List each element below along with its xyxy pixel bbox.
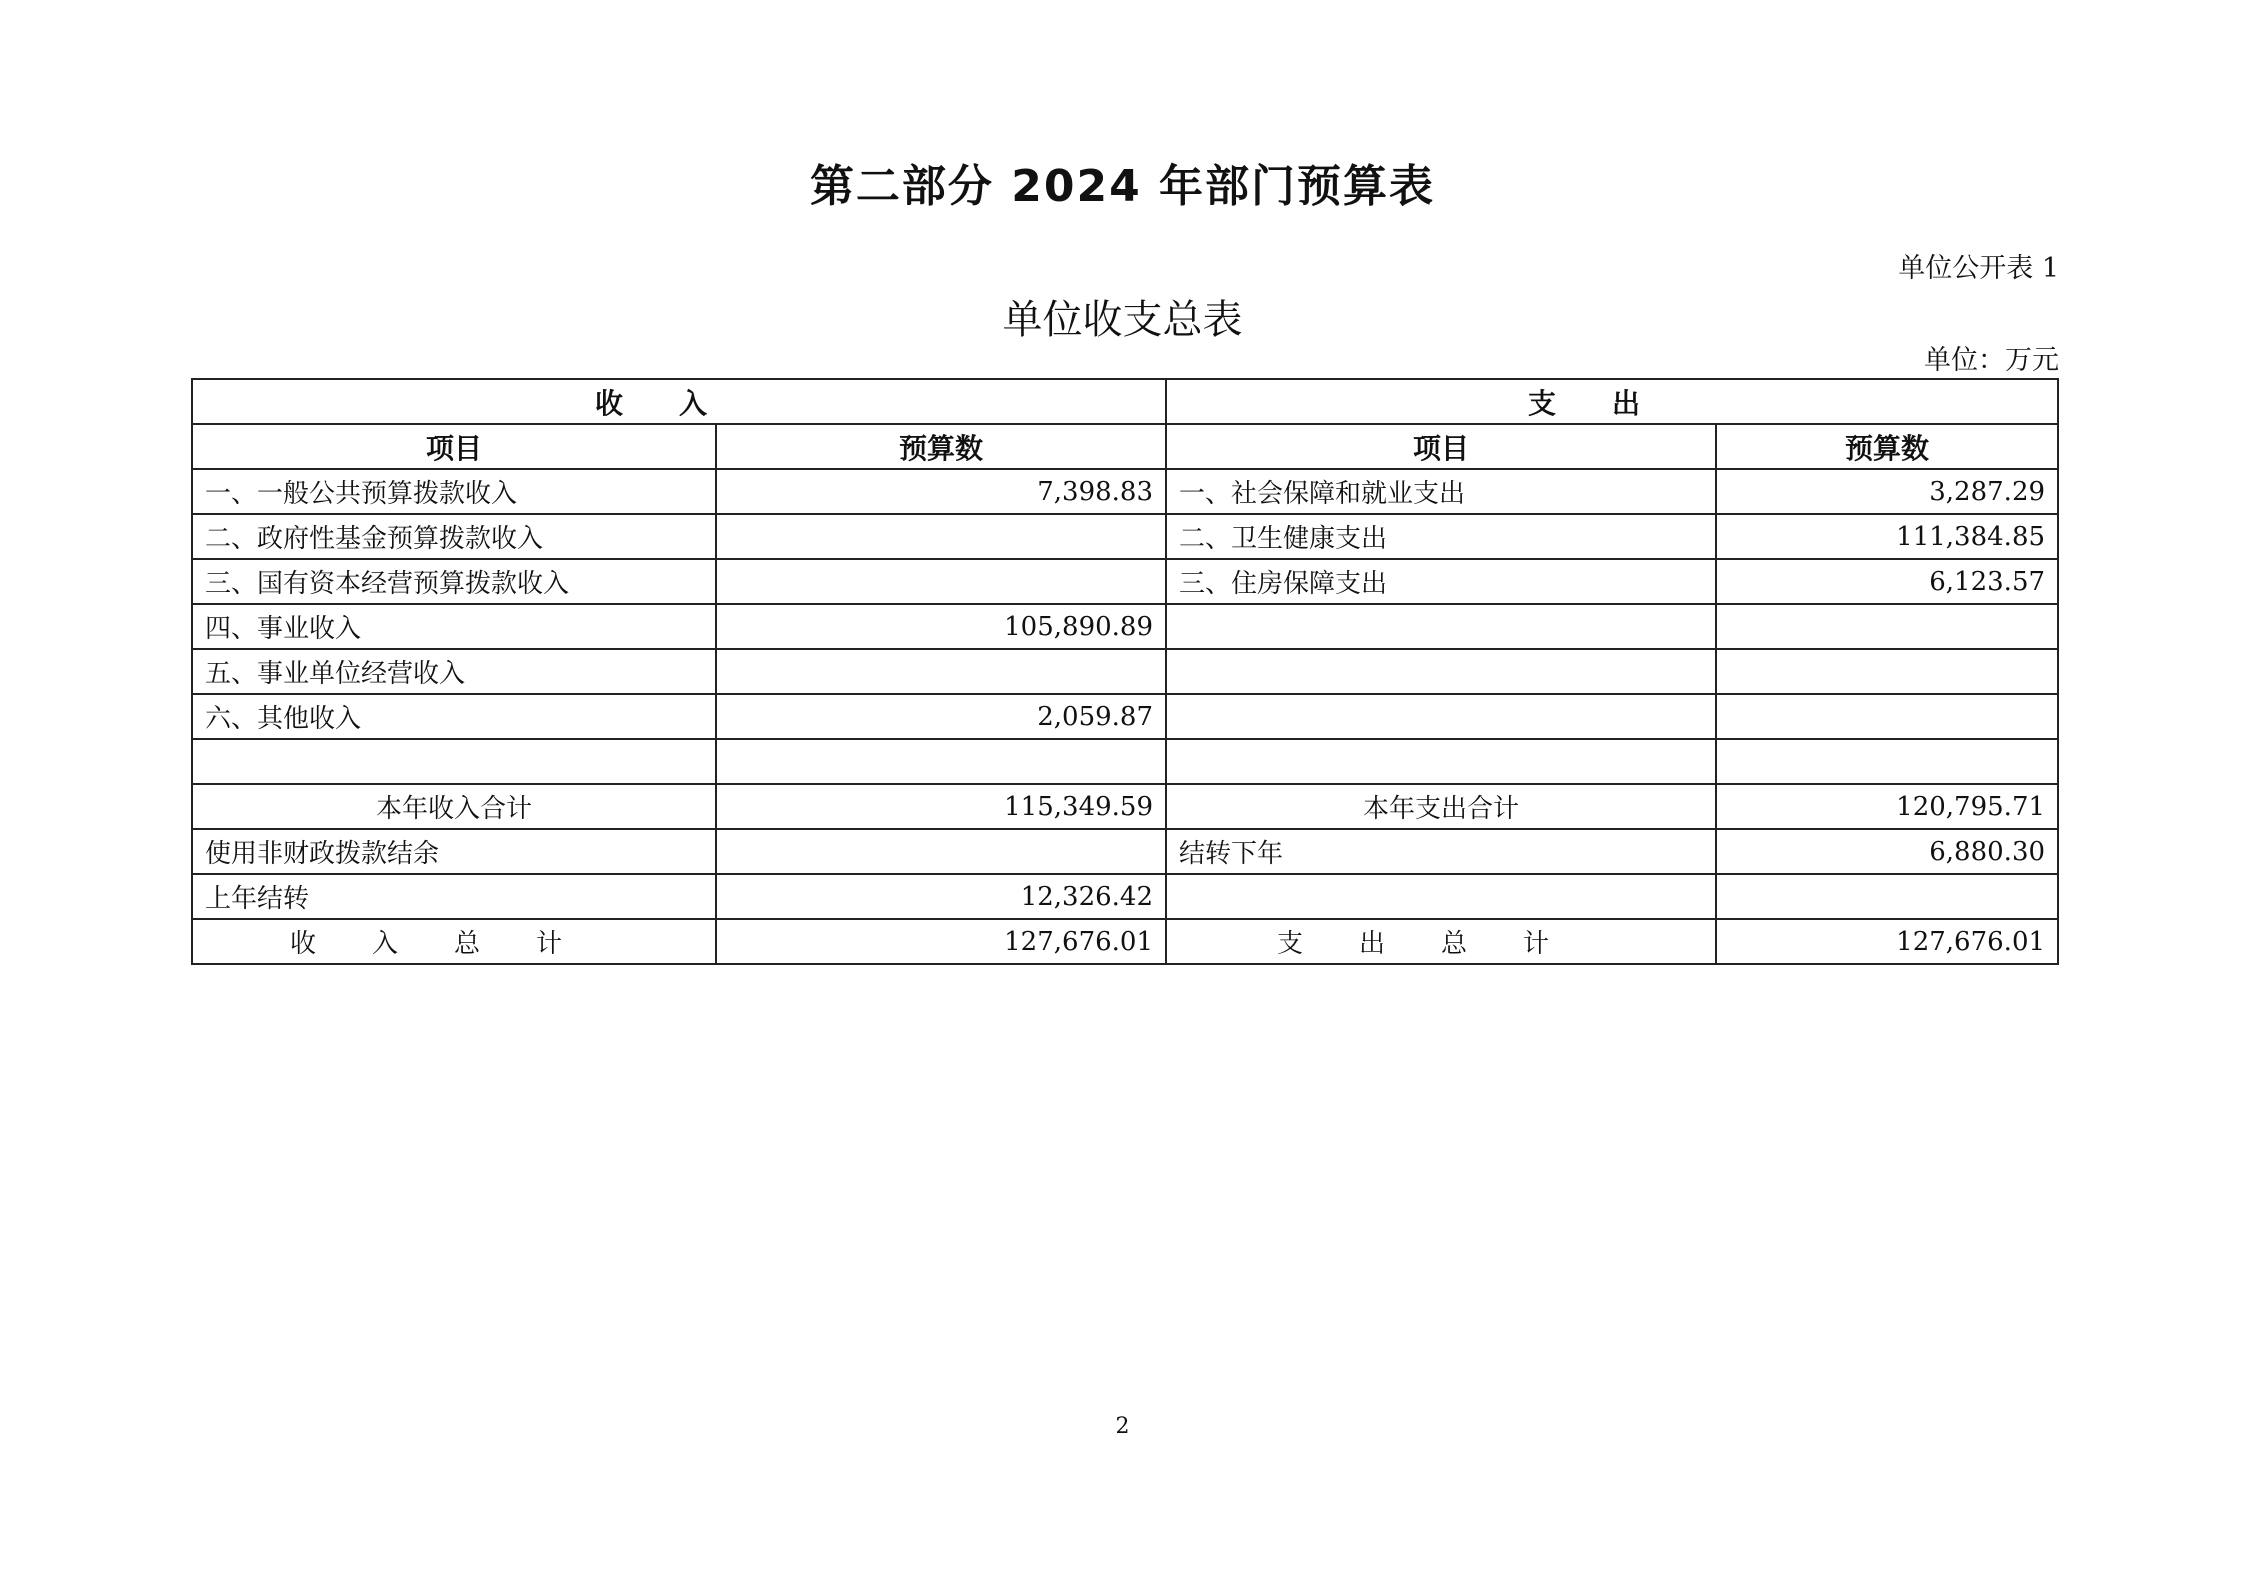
expense-value: 111,384.85 [1716,514,2058,559]
income-item-column-header: 项目 [192,424,716,469]
income-section-header: 收入 [192,379,1166,424]
table-row [192,739,2058,784]
income-total-label: 收入总计 [192,919,716,964]
income-item: 使用非财政拨款结余 [192,829,716,874]
expense-item [1166,874,1716,919]
expense-value: 6,880.30 [1716,829,2058,874]
income-value [716,559,1166,604]
expense-subtotal-value: 120,795.71 [1716,784,2058,829]
page-title: 第二部分 2024 年部门预算表 [809,161,1436,212]
income-value [716,649,1166,694]
section-header-row [192,379,2058,424]
income-value [716,514,1166,559]
expense-item [1166,604,1716,649]
expense-value [1716,874,2058,919]
expense-value [1716,604,2058,649]
table-row [192,694,2058,739]
expense-item: 一、社会保障和就业支出 [1166,469,1716,514]
unit-label: 单位：万元 [1924,345,2059,376]
expense-item [1166,694,1716,739]
table-row [192,874,2058,919]
expense-total-label: 支出总计 [1166,919,1716,964]
income-item: 上年结转 [192,874,716,919]
income-item: 一、一般公共预算拨款收入 [192,469,716,514]
expense-item: 二、卫生健康支出 [1166,514,1716,559]
income-value: 2,059.87 [716,694,1166,739]
income-item: 三、国有资本经营预算拨款收入 [192,559,716,604]
income-item: 六、其他收入 [192,694,716,739]
table-row [192,559,2058,604]
expense-value: 3,287.29 [1716,469,2058,514]
income-value: 105,890.89 [716,604,1166,649]
expense-item: 结转下年 [1166,829,1716,874]
income-item: 四、事业收入 [192,604,716,649]
income-value [716,739,1166,784]
budget-table [191,378,2059,965]
income-total-value: 127,676.01 [716,919,1166,964]
expense-total-value: 127,676.01 [1716,919,2058,964]
table-title: 单位收支总表 [1002,297,1243,343]
expense-value [1716,649,2058,694]
income-value: 12,326.42 [716,874,1166,919]
table-row [192,649,2058,694]
income-budget-column-header: 预算数 [716,424,1166,469]
expense-item: 三、住房保障支出 [1166,559,1716,604]
page-number: 2 [1115,1414,1130,1439]
expense-item [1166,649,1716,694]
expense-value: 6,123.57 [1716,559,2058,604]
column-header-row [192,424,2058,469]
table-row [192,469,2058,514]
table-number: 单位公开表 1 [1898,253,2059,284]
income-item: 五、事业单位经营收入 [192,649,716,694]
expense-value [1716,739,2058,784]
income-subtotal-label: 本年收入合计 [192,784,716,829]
income-subtotal-value: 115,349.59 [716,784,1166,829]
subtotal-row [192,784,2058,829]
total-row [192,919,2058,964]
table-row [192,604,2058,649]
table-row [192,829,2058,874]
income-value: 7,398.83 [716,469,1166,514]
income-item: 二、政府性基金预算拨款收入 [192,514,716,559]
table-row [192,514,2058,559]
expense-item [1166,739,1716,784]
expense-value [1716,694,2058,739]
income-item [192,739,716,784]
income-value [716,829,1166,874]
expense-section-header: 支出 [1166,379,2058,424]
expense-item-column-header: 项目 [1166,424,1716,469]
expense-budget-column-header: 预算数 [1716,424,2058,469]
expense-subtotal-label: 本年支出合计 [1166,784,1716,829]
